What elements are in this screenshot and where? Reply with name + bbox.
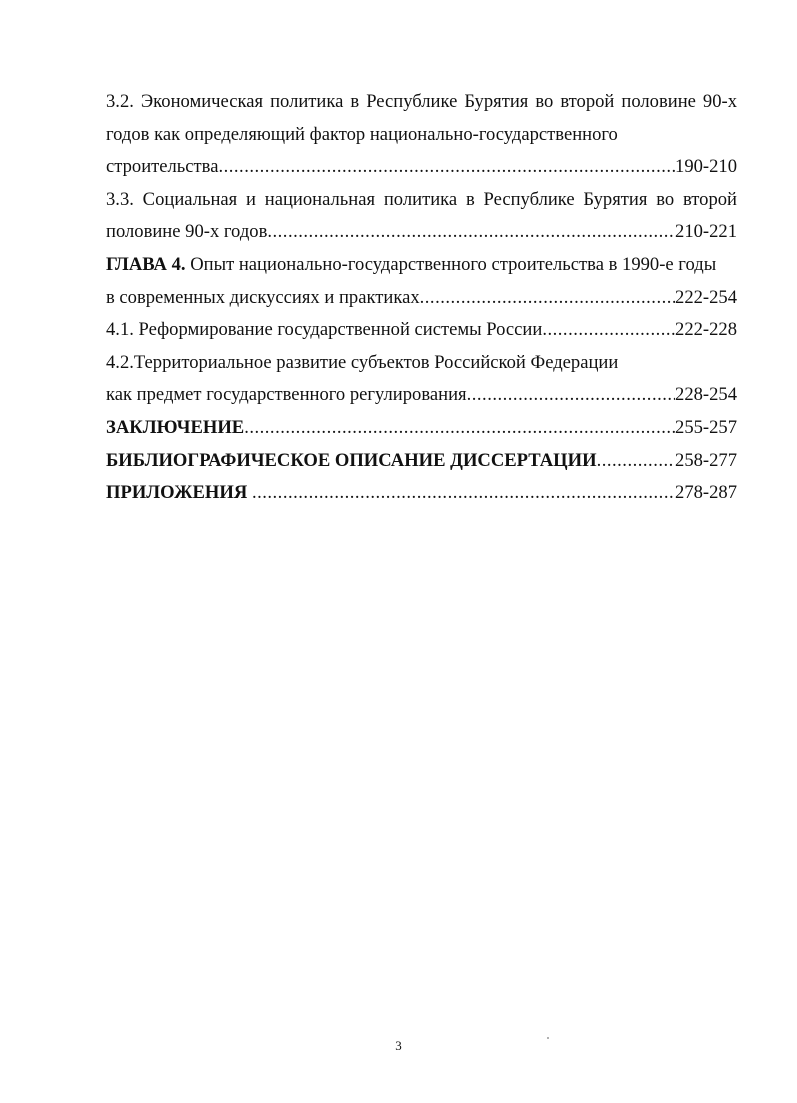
toc-entry-4-1 xyxy=(106,314,737,347)
page-number: 3 xyxy=(395,1038,402,1053)
toc-page-range: 210-221 xyxy=(675,221,737,243)
toc-entry-bibliography xyxy=(106,445,737,478)
toc-entry-conclusion xyxy=(106,412,737,445)
toc-entry-text: 3.2. Экономическая политика в Республике Бурятия во второй половине 90-х xyxy=(106,91,737,112)
table-of-contents xyxy=(106,86,737,510)
toc-leader-dots xyxy=(267,216,675,249)
toc-entry-3-3-line-2 xyxy=(106,216,737,249)
toc-entry-text: БИБЛИОГРАФИЧЕСКОЕ ОПИСАНИЕ ДИССЕРТАЦИИ xyxy=(106,449,597,471)
toc-leader-dots xyxy=(244,412,675,445)
toc-leader-dots xyxy=(218,151,675,184)
toc-entry-text: 4.2.Территориальное развитие субъектов Российской Федерации xyxy=(106,351,619,373)
toc-entry-chapter-4-line-1 xyxy=(106,249,737,282)
toc-entry-text: строительства xyxy=(106,156,219,178)
toc-entry-appendix xyxy=(106,477,737,510)
toc-page-range: 278-287 xyxy=(675,482,737,504)
toc-entry-text: ПРИЛОЖЕНИЯ xyxy=(106,482,252,504)
toc-page-range: 190-210 xyxy=(675,156,737,178)
toc-entry-text: ЗАКЛЮЧЕНИЕ xyxy=(106,416,245,438)
toc-entry-chapter-4-line-2 xyxy=(106,282,737,315)
toc-page-range: 222-228 xyxy=(675,319,737,341)
toc-leader-dots xyxy=(420,282,675,315)
toc-entry-text: 4.1. Реформирование государственной системы России xyxy=(106,319,543,341)
toc-entry-text: Опыт национально-государственного строительства в 1990-е годы xyxy=(185,253,717,275)
toc-leader-dots xyxy=(252,477,675,510)
toc-entry-3-3-line-1 xyxy=(106,184,737,217)
toc-entry-text: в современных дискуссиях и практиках xyxy=(106,286,420,308)
toc-entry-4-2-line-2 xyxy=(106,379,737,412)
toc-entry-3-2-line-1 xyxy=(106,86,737,119)
toc-entry-3-2-line-3 xyxy=(106,151,737,184)
toc-page-range: 255-257 xyxy=(675,416,737,438)
toc-entry-3-2-line-2 xyxy=(106,119,737,152)
toc-entry-text: 3.3. Социальная и национальная политика в Республике Бурятия во второй xyxy=(106,188,737,210)
toc-entry-text: как предмет государственного регулирования xyxy=(106,384,467,406)
toc-entry-text: половине 90-х годов xyxy=(106,221,268,243)
toc-page-range: 258-277 xyxy=(675,449,737,471)
toc-entry-4-2-line-1 xyxy=(106,347,737,380)
toc-page-range: 228-254 xyxy=(675,384,737,406)
toc-leader-dots xyxy=(597,445,675,478)
toc-leader-dots xyxy=(467,379,675,412)
toc-page-range: 222-254 xyxy=(675,286,737,308)
toc-entry-text: годов как определяющий фактор национально-государственного xyxy=(106,123,618,145)
toc-leader-dots xyxy=(542,314,675,347)
chapter-label: ГЛАВА 4. xyxy=(106,253,186,275)
